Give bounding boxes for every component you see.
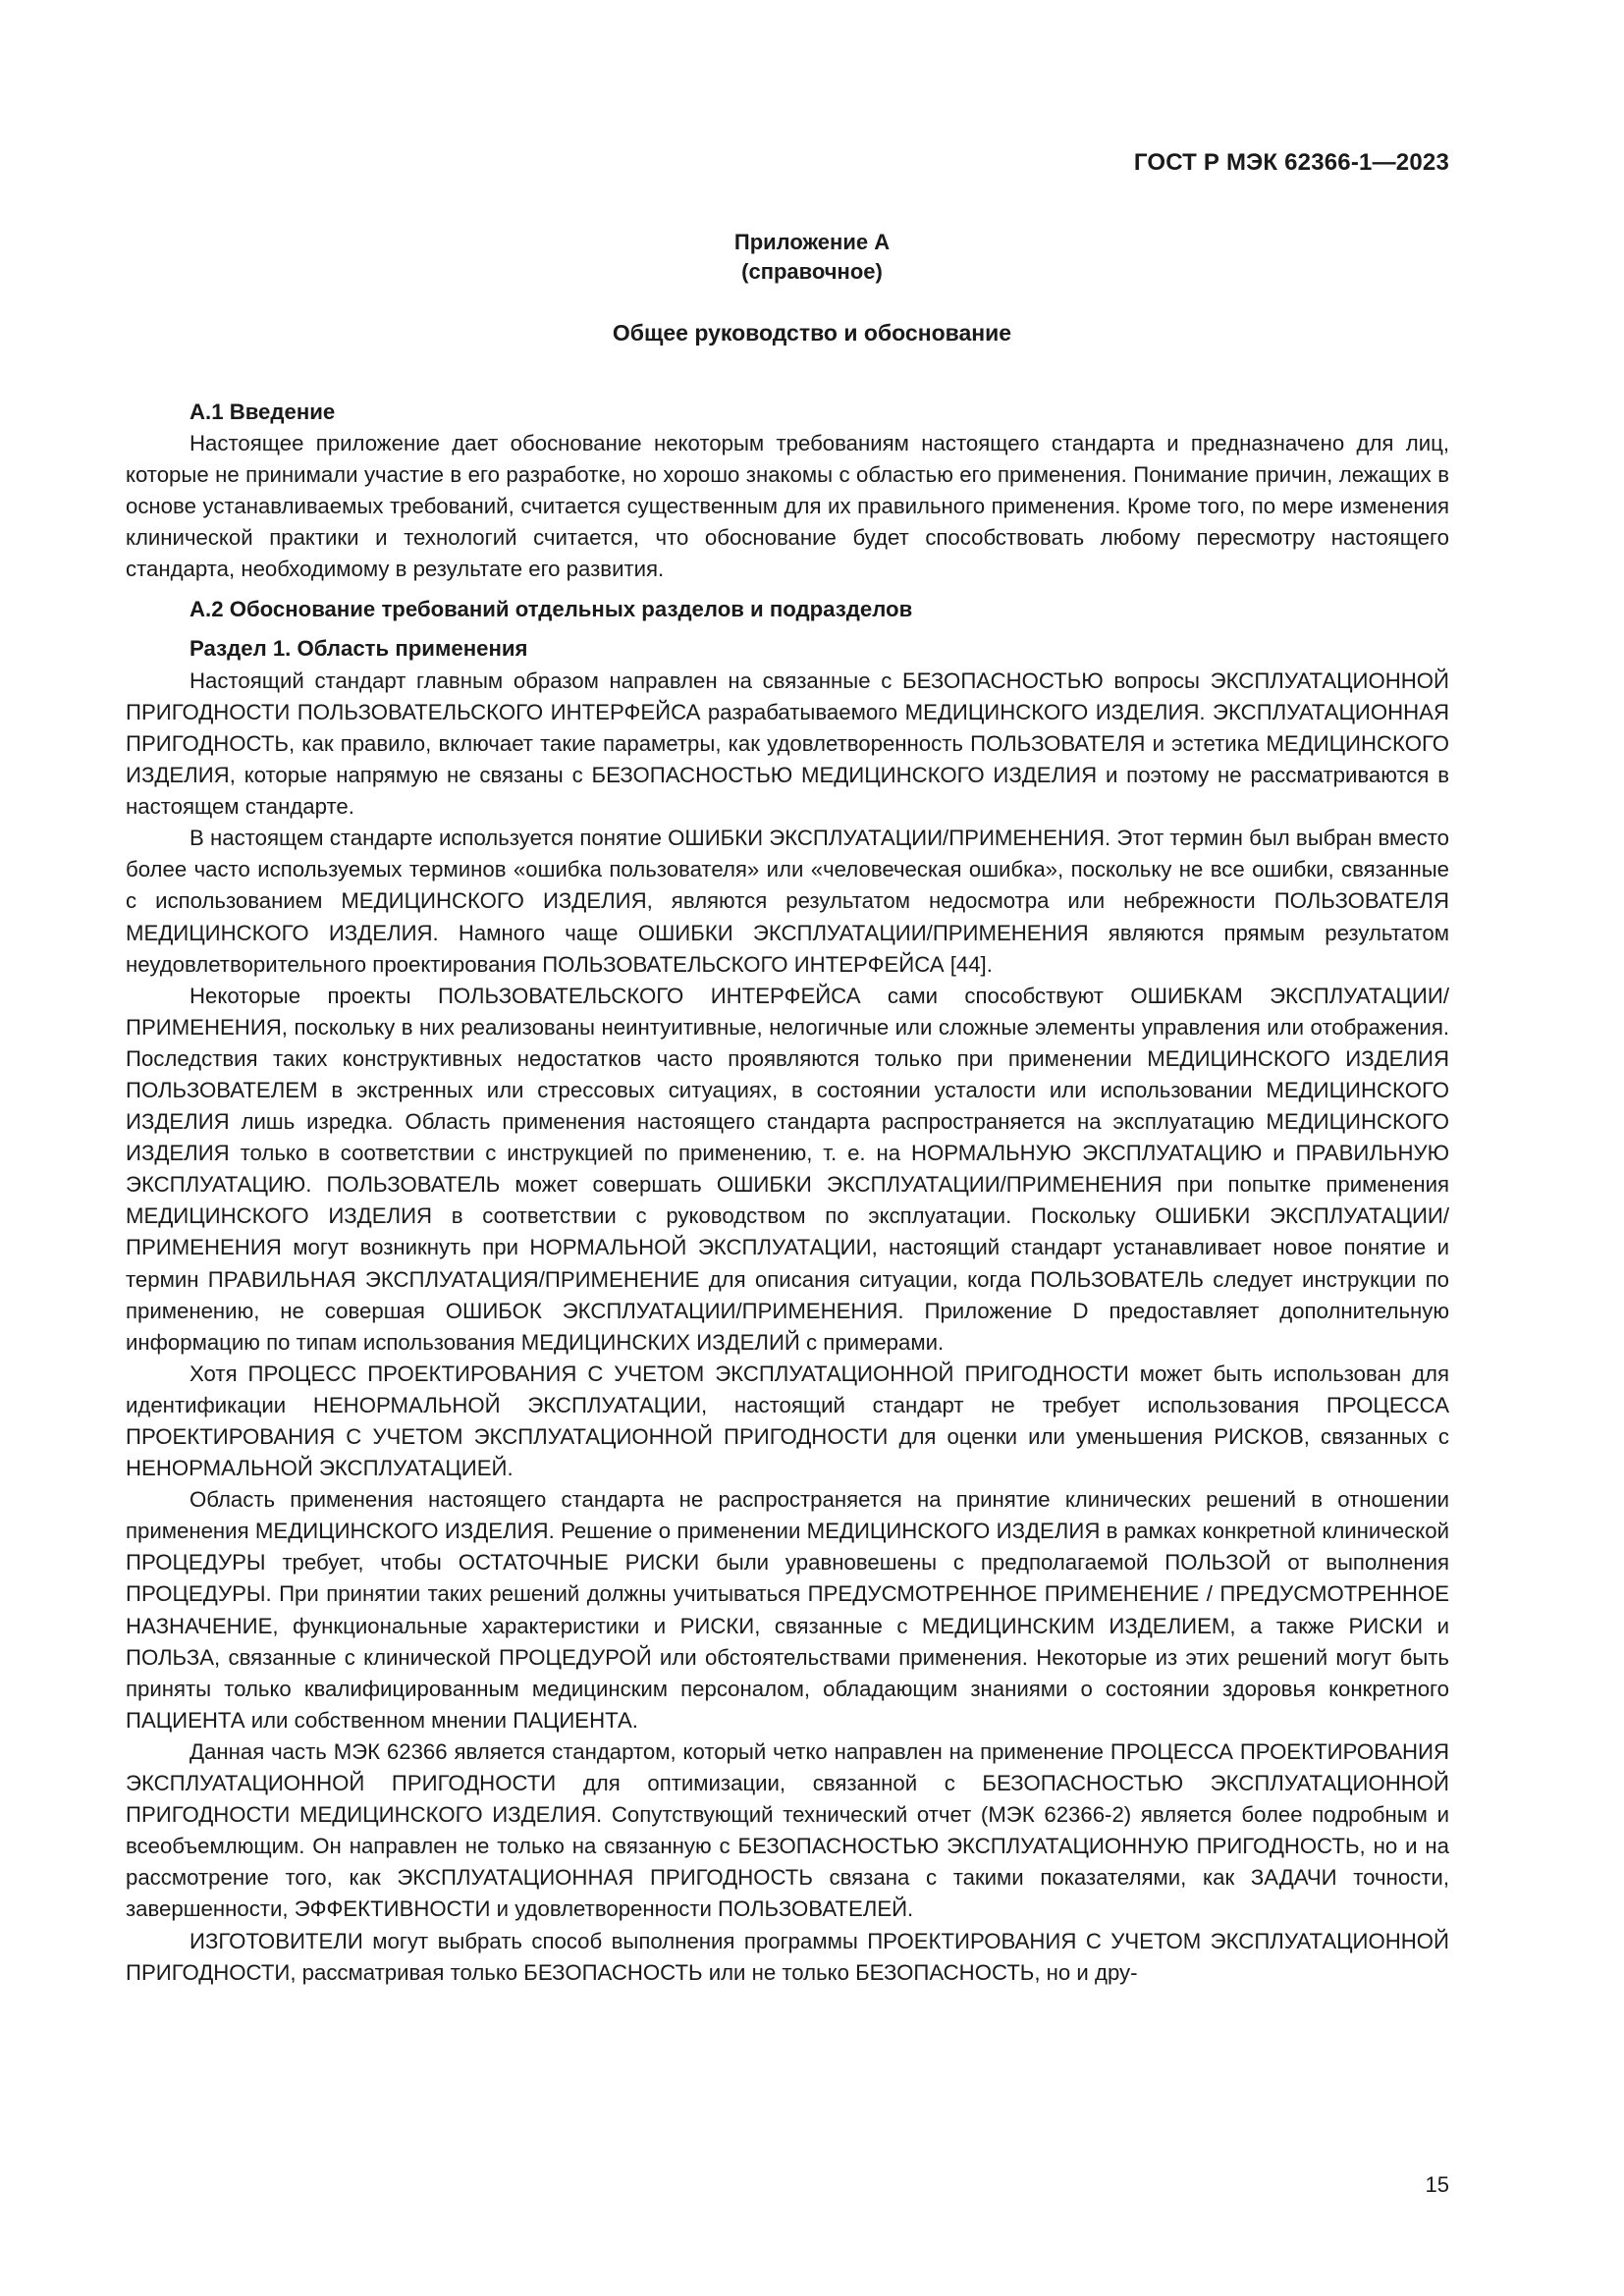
paragraph: В настоящем стандарте используется понятие ОШИБКИ ЭКСПЛУАТАЦИИ/ПРИМЕНЕНИЯ. Этот термин был выбран вместо более часто используемых терминов «ошибка пользователя» или «человеческая ошибка», поскольку не все ошибки, связанные с использованием МЕДИЦИНСКОГО ИЗДЕЛИЯ, являются результатом недосмотра или небрежности ПОЛЬЗОВАТЕЛЯ МЕДИЦИНСКОГО ИЗДЕЛИЯ. Намного чаще ОШИБКИ ЭКСПЛУАТАЦИИ/ПРИМЕНЕНИЯ являются прямым результатом неудовлетворительного проектирования ПОЛЬЗОВАТЕЛЬСКОГО ИНТЕРФЕЙСА [44]. bbox=[126, 826, 1449, 977]
paragraph: Область применения настоящего стандарта не распространяется на принятие клинических решений в отношении применения МЕДИЦИНСКОГО ИЗДЕЛИЯ. Решение о применении МЕДИЦИНСКОГО ИЗДЕЛИЯ в рамках конкретной клинической ПРОЦЕДУРЫ требует, чтобы ОСТАТОЧНЫЕ РИСКИ были уравновешены с предполагаемой ПОЛЬЗОЙ от выполнения ПРОЦЕДУРЫ. При принятии таких решений должны учитываться ПРЕДУСМОТРЕННОЕ ПРИМЕНЕНИЕ / ПРЕДУСМОТРЕННОЕ НАЗНАЧЕНИЕ, функциональные характеристики и РИСКИ, связанные с МЕДИЦИНСКИМ ИЗДЕЛИЕМ, а также РИСКИ и ПОЛЬЗА, связанные с клинической ПРОЦЕДУРОЙ или обстоятельствами применения. Некоторые из этих решений могут быть приняты только квалифицированным медицинским персоналом, обладающим знаниями о состоянии здоровья конкретного ПАЦИЕНТА или собственном мнении ПАЦИЕНТА. bbox=[126, 1487, 1449, 1733]
appendix-label: Приложение А bbox=[733, 230, 891, 254]
document-body bbox=[126, 397, 1449, 1989]
standard-designation: ГОСТ Р МЭК 62366-1—2023 bbox=[1133, 149, 1449, 176]
subsection-heading-scope: Раздел 1. Область применения bbox=[189, 635, 528, 661]
paragraph: Данная часть МЭК 62366 является стандартом, который четко направлен на применение ПРОЦЕССА ПРОЕКТИРОВАНИЯ ЭКСПЛУАТАЦИОННОЙ ПРИГОДНОСТИ для оптимизации, связанной с БЕЗОПАСНОСТЬЮ ЭКСПЛУАТАЦИОННОЙ ПРИГОДНОСТИ МЕДИЦИНСКОГО ИЗДЕЛИЯ. Сопутствующий технический отчет (МЭК 62366-2) является более подробным и всеобъемлющим. Он направлен не только на связанную с БЕЗОПАСНОСТЬЮ ЭКСПЛУАТАЦИОННУЮ ПРИГОДНОСТЬ, но и на рассмотрение того, как ЭКСПЛУАТАЦИОННАЯ ПРИГОДНОСТЬ связана с такими показателями, как ЗАДАЧИ точности, завершенности, ЭФФЕКТИВНОСТИ и удовлетворенности ПОЛЬЗОВАТЕЛЕЙ. bbox=[126, 1738, 1449, 1922]
appendix-type: (справочное) bbox=[741, 259, 883, 284]
paragraph: ИЗГОТОВИТЕЛИ могут выбрать способ выполнения программы ПРОЕКТИРОВАНИЯ С УЧЕТОМ ЭКСПЛУАТАЦИОННОЙ ПРИГОДНОСТИ, рассматривая только БЕЗОПАСНОСТЬ или не только БЕЗОПАСНОСТЬ, но и дру- bbox=[126, 1928, 1449, 1985]
section-heading-a1: А.1 Введение bbox=[189, 400, 336, 424]
page-title: Общее руководство и обоснование bbox=[612, 320, 1012, 346]
section-heading-a2: А.2 Обоснование требований отдельных разделов и подразделов bbox=[189, 596, 913, 621]
page-number: 15 bbox=[1425, 2172, 1449, 2197]
paragraph: Настоящий стандарт главным образом направлен на связанные с БЕЗОПАСНОСТЬЮ вопросы ЭКСПЛУАТАЦИОННОЙ ПРИГОДНОСТИ ПОЛЬЗОВАТЕЛЬСКОГО ИНТЕРФЕЙСА разрабатываемого МЕДИЦИНСКОГО ИЗДЕЛИЯ. ЭКСПЛУАТАЦИОННАЯ ПРИГОДНОСТЬ, как правило, включает такие параметры, как удовлетворенность ПОЛЬЗОВАТЕЛЯ и эстетика МЕДИЦИНСКОГО ИЗДЕЛИЯ, которые напрямую не связаны с БЕЗОПАСНОСТЬЮ МЕДИЦИНСКОГО ИЗДЕЛИЯ и поэтому не рассматриваются в настоящем стандарте. bbox=[126, 667, 1449, 820]
paragraph: Настоящее приложение дает обоснование некоторым требованиям настоящего стандарта и предназначено для лиц, которые не принимали участие в его разработке, но хорошо знакомы с областью его применения. Понимание причин, лежащих в основе устанавливаемых требований, считается существенным для их правильного применения. Кроме того, по мере изменения клинической практики и технологий считается, что обоснование будет способствовать любому пересмотру настоящего стандарта, необходимому в результате его развития. bbox=[126, 431, 1449, 582]
paragraph: Некоторые проекты ПОЛЬЗОВАТЕЛЬСКОГО ИНТЕРФЕЙСА сами способствуют ОШИБКАМ ЭКСПЛУАТАЦИИ/ПРИМЕНЕНИЯ, поскольку в них реализованы неинтуитивные, нелогичные или сложные элементы управления или отображения. Последствия таких конструктивных недостатков часто проявляются только при применении МЕДИЦИНСКОГО ИЗДЕЛИЯ ПОЛЬЗОВАТЕЛЕМ в экстренных или стрессовых ситуациях, в состоянии усталости или использовании МЕДИЦИНСКОГО ИЗДЕЛИЯ лишь изредка. Область применения настоящего стандарта распространяется на эксплуатацию МЕДИЦИНСКОГО ИЗДЕЛИЯ только в соответствии с инструкцией по применению, т. е. на НОРМАЛЬНУЮ ЭКСПЛУАТАЦИЮ и ПРАВИЛЬНУЮ ЭКСПЛУАТАЦИЮ. ПОЛЬЗОВАТЕЛЬ может совершать ОШИБКИ ЭКСПЛУАТАЦИИ/ПРИМЕНЕНИЯ при попытке применения МЕДИЦИНСКОГО ИЗДЕЛИЯ в соответствии с руководством по эксплуатации. Поскольку ОШИБКИ ЭКСПЛУАТАЦИИ/ПРИМЕНЕНИЯ могут возникнуть при НОРМАЛЬНОЙ ЭКСПЛУАТАЦИИ, настоящий стандарт устанавливает новое понятие и термин ПРАВИЛЬНАЯ ЭКСПЛУАТАЦИЯ/ПРИМЕНЕНИЕ для описания ситуации, когда ПОЛЬЗОВАТЕЛЬ следует инструкции по применению, не совершая ОШИБОК ЭКСПЛУАТАЦИИ/ПРИМЕНЕНИЯ. Приложение D предоставляет дополнительную информацию по типам использования МЕДИЦИНСКИХ ИЗДЕЛИЙ с примерами. bbox=[126, 983, 1449, 1355]
paragraph: Хотя ПРОЦЕСС ПРОЕКТИРОВАНИЯ С УЧЕТОМ ЭКСПЛУАТАЦИОННОЙ ПРИГОДНОСТИ может быть использован для идентификации НЕНОРМАЛЬНОЙ ЭКСПЛУАТАЦИИ, настоящий стандарт не требует использования ПРОЦЕССА ПРОЕКТИРОВАНИЯ С УЧЕТОМ ЭКСПЛУАТАЦИОННОЙ ПРИГОДНОСТИ для оценки или уменьшения РИСКОВ, связанных с НЕНОРМАЛЬНОЙ ЭКСПЛУАТАЦИЕЙ. bbox=[126, 1361, 1449, 1481]
appendix-heading bbox=[0, 228, 1624, 287]
